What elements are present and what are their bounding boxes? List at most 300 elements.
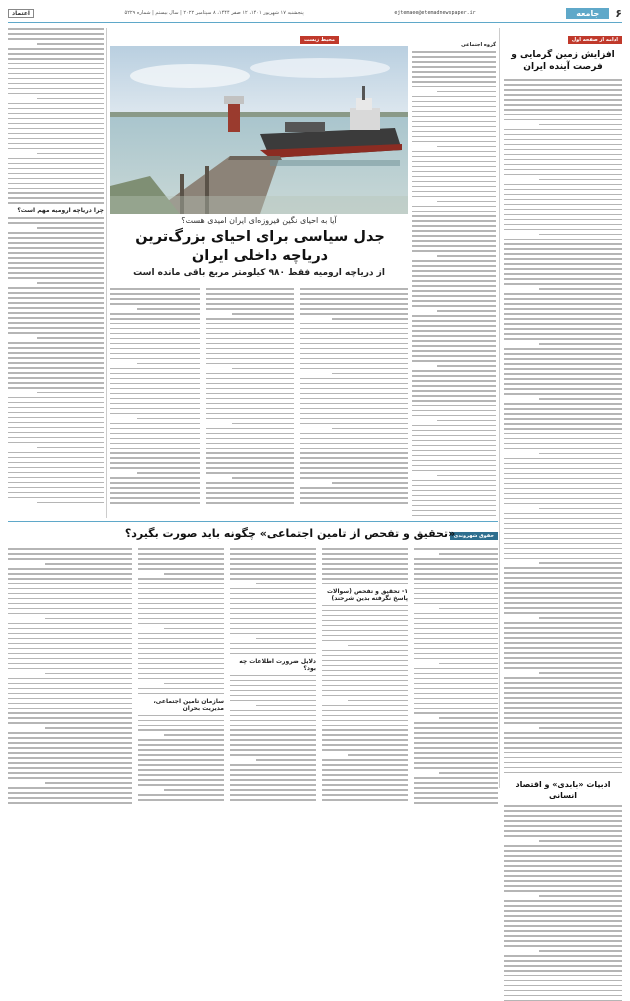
- text-line: [412, 66, 496, 68]
- text-line: [412, 166, 496, 168]
- text-line: [138, 779, 224, 781]
- sidebar-bottom-title: ادبیات «بابدی» و اقتصاد انسانی: [515, 780, 611, 801]
- text-line: [504, 263, 622, 265]
- page-header: [8, 6, 622, 20]
- text-line: [8, 257, 104, 259]
- text-line: [414, 633, 498, 635]
- text-line: [138, 739, 224, 741]
- text-line: [8, 653, 132, 655]
- text-line: [206, 393, 294, 395]
- text-line: [300, 383, 408, 385]
- text-line: [504, 533, 622, 535]
- text-line: [206, 383, 294, 385]
- text-line: [138, 794, 224, 796]
- text-line: [322, 548, 408, 550]
- text-line: [138, 588, 224, 590]
- text-line: [110, 348, 200, 350]
- text-line: [504, 642, 622, 644]
- text-line: [504, 632, 622, 634]
- text-line: [412, 465, 496, 467]
- text-line: [504, 94, 622, 96]
- text-line: [230, 578, 316, 580]
- text-line: [504, 523, 622, 525]
- text-line: [414, 727, 498, 729]
- text-line: [8, 638, 132, 640]
- text-line: [8, 643, 132, 645]
- text-line: [8, 382, 104, 384]
- text-line: [8, 357, 104, 359]
- text-line: [504, 164, 622, 166]
- text-line: [37, 392, 104, 394]
- text-line: [37, 282, 104, 284]
- text-line: [206, 497, 294, 499]
- text-line: [322, 715, 408, 717]
- text-line: [504, 825, 622, 827]
- text-line: [230, 553, 316, 555]
- text-line: [164, 573, 224, 575]
- text-line: [8, 397, 104, 399]
- text-line: [300, 448, 408, 450]
- text-line: [504, 702, 622, 704]
- text-line: [414, 787, 498, 789]
- text-line: [110, 423, 200, 425]
- text-line: [300, 358, 408, 360]
- text-line: [439, 717, 498, 719]
- text-line: [412, 56, 496, 58]
- text-line: [322, 739, 408, 741]
- text-line: [206, 418, 294, 420]
- text-line: [504, 358, 622, 360]
- text-line: [8, 402, 104, 404]
- text-line: [8, 472, 104, 474]
- text-line: [230, 764, 316, 766]
- text-line: [230, 613, 316, 615]
- text-line: [412, 430, 496, 432]
- text-line: [437, 255, 496, 257]
- text-line: [504, 652, 622, 654]
- text-line: [412, 71, 496, 73]
- text-line: [8, 108, 104, 110]
- text-line: [412, 335, 496, 337]
- text-line: [8, 628, 132, 630]
- text-line: [412, 515, 496, 517]
- text-line: [504, 970, 622, 972]
- text-line: [37, 227, 104, 229]
- text-line: [504, 373, 622, 375]
- text-line: [504, 348, 622, 350]
- text-line: [8, 407, 104, 409]
- text-line: [414, 732, 498, 734]
- text-line: [504, 697, 622, 699]
- text-line: [8, 777, 132, 779]
- text-line: [206, 378, 294, 380]
- text-line: [8, 73, 104, 75]
- text-line: [206, 288, 294, 290]
- text-line: [110, 293, 200, 295]
- sidebar-tab: ادامه از صفحه اول: [568, 36, 622, 44]
- text-line: [504, 388, 622, 390]
- text-line: [230, 593, 316, 595]
- bottom-article-column-5: [8, 548, 132, 812]
- text-line: [110, 288, 200, 290]
- text-line: [8, 38, 104, 40]
- text-line: [110, 388, 200, 390]
- text-line: [412, 121, 496, 123]
- text-line: [539, 562, 622, 564]
- text-line: [504, 682, 622, 684]
- text-line: [230, 608, 316, 610]
- text-line: [110, 323, 200, 325]
- text-line: [8, 693, 132, 695]
- text-line: [206, 348, 294, 350]
- text-line: [110, 333, 200, 335]
- text-line: [232, 477, 294, 479]
- bottom-article-headline: «تحقیق و تفحص از تامین اجتماعی» چگونه باید صورت بگیرد؟: [124, 527, 456, 540]
- text-line: [322, 734, 408, 736]
- text-line: [504, 757, 622, 759]
- text-line: [504, 239, 622, 241]
- text-line: [8, 482, 104, 484]
- text-line: [504, 622, 622, 624]
- text-line: [8, 78, 104, 80]
- text-line: [504, 114, 622, 116]
- text-line: [110, 477, 200, 479]
- text-line: [412, 375, 496, 377]
- text-line: [300, 423, 408, 425]
- text-line: [8, 217, 104, 219]
- text-line: [539, 453, 622, 455]
- text-line: [300, 293, 408, 295]
- text-line: [504, 283, 622, 285]
- text-line: [138, 598, 224, 600]
- text-line: [322, 789, 408, 791]
- text-line: [8, 123, 104, 125]
- text-line: [45, 727, 132, 729]
- main-article-column-left: [8, 28, 104, 518]
- text-line: [206, 487, 294, 489]
- text-line: [412, 390, 496, 392]
- text-line: [138, 673, 224, 675]
- text-line: [412, 131, 496, 133]
- text-line: [8, 747, 132, 749]
- text-line: [504, 875, 622, 877]
- text-line: [230, 700, 316, 702]
- text-line: [230, 794, 316, 796]
- text-line: [8, 742, 132, 744]
- text-line: [8, 118, 104, 120]
- text-line: [137, 363, 200, 365]
- text-line: [110, 467, 200, 469]
- text-line: [412, 295, 496, 297]
- text-line: [138, 638, 224, 640]
- dateline: پنجشنبه ۱۷ شهریور ۱۴۰۱، ۱۲ صفر ۱۴۴۴، ۸ سپتامبر ۲۰۲۲ | سال بیستم | شماره ۵۲۲۹: [124, 10, 304, 16]
- text-line: [504, 184, 622, 186]
- text-line: [412, 445, 496, 447]
- text-line: [504, 99, 622, 101]
- text-line: [504, 503, 622, 505]
- text-line: [300, 388, 408, 390]
- text-line: [412, 460, 496, 462]
- text-line: [8, 492, 104, 494]
- text-line: [8, 277, 104, 279]
- left-subhead: چرا دریاچه ارومیه مهم است؟: [17, 207, 104, 215]
- sidebar-title: افزایش زمین گرمایی و فرصت آینده ایران: [511, 50, 615, 72]
- text-line: [412, 86, 496, 88]
- text-line: [504, 543, 622, 545]
- text-line: [504, 995, 622, 997]
- text-line: [8, 372, 104, 374]
- text-line: [504, 463, 622, 465]
- text-line: [8, 648, 132, 650]
- text-line: [206, 308, 294, 310]
- text-line: [504, 214, 622, 216]
- text-line: [230, 573, 316, 575]
- text-line: [230, 643, 316, 645]
- text-line: [414, 648, 498, 650]
- text-line: [110, 462, 200, 464]
- text-line: [504, 677, 622, 679]
- text-line: [504, 712, 622, 714]
- text-line: [322, 635, 408, 637]
- text-line: [504, 815, 622, 817]
- text-line: [8, 202, 104, 204]
- text-line: [8, 312, 104, 314]
- text-line: [504, 865, 622, 867]
- text-line: [412, 495, 496, 497]
- text-line: [504, 443, 622, 445]
- text-line: [300, 457, 408, 459]
- text-line: [230, 628, 316, 630]
- text-line: [322, 705, 408, 707]
- text-line: [504, 592, 622, 594]
- text-line: [504, 308, 622, 310]
- text-line: [8, 737, 132, 739]
- text-line: [110, 353, 200, 355]
- text-line: [504, 955, 622, 957]
- text-line: [300, 418, 408, 420]
- text-line: [412, 141, 496, 143]
- text-line: [110, 433, 200, 435]
- text-line: [138, 613, 224, 615]
- text-line: [110, 378, 200, 380]
- text-line: [230, 648, 316, 650]
- text-line: [8, 307, 104, 309]
- text-line: [414, 623, 498, 625]
- text-line: [110, 343, 200, 345]
- text-line: [138, 553, 224, 555]
- text-line: [504, 860, 622, 862]
- text-line: [138, 658, 224, 660]
- text-line: [414, 752, 498, 754]
- text-line: [138, 764, 224, 766]
- text-line: [437, 91, 496, 93]
- text-line: [504, 109, 622, 111]
- text-line: [414, 603, 498, 605]
- text-line: [8, 698, 132, 700]
- text-line: [230, 588, 316, 590]
- text-line: [206, 358, 294, 360]
- text-line: [300, 298, 408, 300]
- text-line: [230, 603, 316, 605]
- text-line: [414, 703, 498, 705]
- text-line: [138, 744, 224, 746]
- main-article-column-4: [110, 288, 200, 518]
- text-line: [206, 462, 294, 464]
- text-line: [8, 297, 104, 299]
- text-line: [300, 353, 408, 355]
- text-line: [412, 225, 496, 227]
- text-line: [8, 272, 104, 274]
- text-line: [504, 513, 622, 515]
- text-line: [504, 980, 622, 982]
- text-line: [8, 422, 104, 424]
- text-line: [138, 799, 224, 801]
- text-line: [504, 189, 622, 191]
- text-line: [300, 472, 408, 474]
- text-line: [37, 447, 104, 449]
- text-line: [230, 618, 316, 620]
- text-line: [414, 593, 498, 595]
- text-line: [322, 675, 408, 677]
- text-line: [230, 623, 316, 625]
- text-line: [414, 638, 498, 640]
- text-line: [414, 578, 498, 580]
- text-line: [414, 588, 498, 590]
- text-line: [504, 363, 622, 365]
- main-article-column-2: [300, 288, 408, 518]
- text-line: [322, 630, 408, 632]
- text-line: [504, 667, 622, 669]
- column-divider: [106, 28, 107, 518]
- text-line: [8, 412, 104, 414]
- text-line: [322, 655, 408, 657]
- text-line: [412, 485, 496, 487]
- text-line: [504, 602, 622, 604]
- text-line: [8, 578, 132, 580]
- text-line: [300, 343, 408, 345]
- text-line: [412, 405, 496, 407]
- text-line: [206, 457, 294, 459]
- ship-photo-icon: [110, 46, 408, 214]
- text-line: [164, 628, 224, 630]
- text-line: [504, 368, 622, 370]
- text-line: [504, 582, 622, 584]
- text-line: [439, 772, 498, 774]
- text-line: [412, 191, 496, 193]
- text-line: [504, 767, 622, 769]
- text-line: [412, 505, 496, 507]
- text-line: [322, 799, 408, 801]
- text-line: [504, 174, 622, 176]
- text-line: [412, 400, 496, 402]
- text-line: [300, 363, 408, 365]
- text-line: [504, 965, 622, 967]
- text-line: [504, 538, 622, 540]
- text-line: [138, 769, 224, 771]
- text-line: [8, 302, 104, 304]
- text-line: [230, 558, 316, 560]
- text-line: [138, 720, 224, 722]
- text-line: [322, 583, 408, 585]
- text-line: [414, 797, 498, 799]
- text-line: [110, 448, 200, 450]
- text-line: [504, 273, 622, 275]
- text-line: [504, 870, 622, 872]
- text-line: [414, 757, 498, 759]
- text-line: [504, 587, 622, 589]
- text-line: [412, 490, 496, 492]
- text-line: [504, 548, 622, 550]
- text-line: [8, 568, 132, 570]
- text-line: [110, 457, 200, 459]
- text-line: [322, 615, 408, 617]
- text-line: [504, 558, 622, 560]
- text-line: [504, 293, 622, 295]
- text-line: [110, 487, 200, 489]
- text-line: [206, 323, 294, 325]
- text-line: [504, 528, 622, 530]
- text-line: [322, 640, 408, 642]
- text-line: [414, 802, 498, 804]
- text-line: [412, 395, 496, 397]
- text-line: [504, 717, 622, 719]
- text-line: [539, 895, 622, 897]
- text-line: [504, 219, 622, 221]
- text-line: [37, 502, 104, 504]
- text-line: [504, 518, 622, 520]
- text-line: [8, 678, 132, 680]
- text-line: [230, 563, 316, 565]
- text-line: [8, 317, 104, 319]
- text-line: [300, 288, 408, 290]
- text-line: [322, 710, 408, 712]
- text-line: [206, 448, 294, 450]
- text-line: [138, 678, 224, 680]
- text-line: [8, 457, 104, 459]
- text-line: [8, 708, 132, 710]
- text-line: [539, 950, 622, 952]
- text-line: [504, 303, 622, 305]
- text-line: [8, 757, 132, 759]
- text-line: [412, 470, 496, 472]
- text-line: [322, 563, 408, 565]
- text-line: [37, 43, 104, 45]
- text-line: [504, 248, 622, 250]
- text-line: [8, 163, 104, 165]
- text-line: [504, 722, 622, 724]
- text-line: [256, 759, 316, 761]
- text-line: [300, 443, 408, 445]
- text-line: [504, 835, 622, 837]
- text-line: [206, 502, 294, 504]
- text-line: [8, 63, 104, 65]
- text-line: [332, 318, 408, 320]
- text-line: [206, 433, 294, 435]
- text-line: [412, 265, 496, 267]
- text-line: [322, 558, 408, 560]
- text-line: [322, 610, 408, 612]
- text-line: [412, 211, 496, 213]
- text-line: [504, 925, 622, 927]
- text-line: [8, 767, 132, 769]
- text-line: [45, 673, 132, 675]
- text-line: [8, 83, 104, 85]
- bottom-article-tab: حقوق شهروندی: [450, 532, 498, 540]
- text-line: [230, 784, 316, 786]
- text-line: [322, 650, 408, 652]
- text-line: [110, 393, 200, 395]
- text-line: [504, 323, 622, 325]
